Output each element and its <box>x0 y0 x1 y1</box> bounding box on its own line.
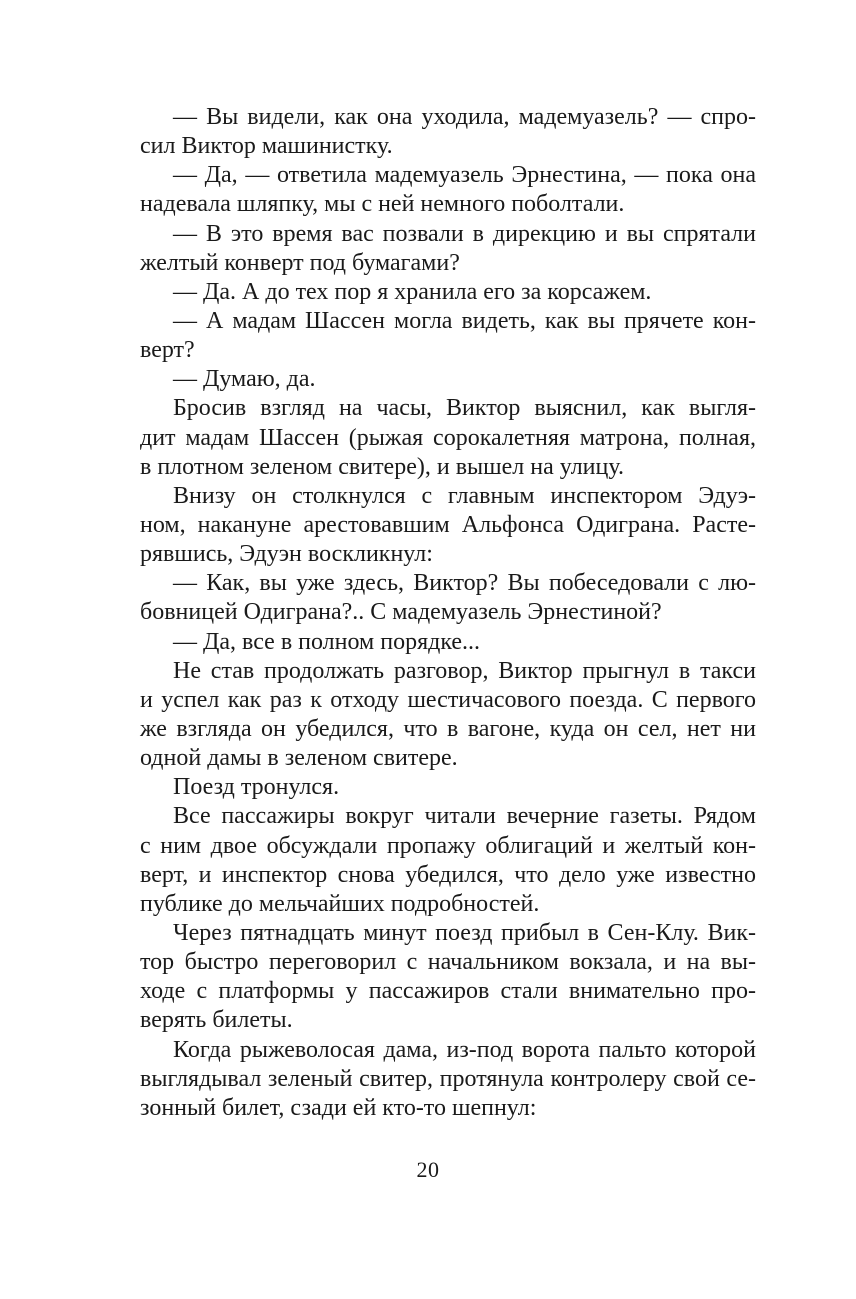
text-line: ходе с платформы у пассажиров стали внимательно про- <box>140 978 756 1005</box>
text-line: Внизу он столкнулся с главным инспектором Эдуэ- <box>173 482 756 509</box>
text-line: ном, накануне арестовавшим Альфонса Одиграна. Расте- <box>140 511 756 538</box>
text-line: Через пятнадцать минут поезд прибыл в Сен-Клу. Вик- <box>173 919 756 946</box>
page-number: 20 <box>416 1157 440 1182</box>
text-line: сил Виктор машинистку. <box>140 133 393 160</box>
text-line: публике до мельчайших подробностей. <box>140 890 540 917</box>
text-line: верт, и инспектор снова убедился, что дело уже известно <box>140 861 756 888</box>
text-line: бовницей Одиграна?.. С мадемуазель Эрнестиной? <box>140 599 662 626</box>
text-line: — Да, все в полном порядке... <box>173 628 481 655</box>
text-line: же взгляда он убедился, что в вагоне, куда он сел, нет ни <box>140 715 756 742</box>
text-line: верять билеты. <box>140 1007 293 1034</box>
text-line: выглядывал зеленый свитер, протянула контролеру свой се- <box>140 1065 756 1092</box>
text-line: — Думаю, да. <box>173 366 316 393</box>
body-text <box>140 103 756 1123</box>
text-line: рявшись, Эдуэн воскликнул: <box>140 541 433 568</box>
text-line: верт? <box>140 337 195 364</box>
text-line: и успел как раз к отходу шестичасового поезда. С первого <box>140 686 756 713</box>
text-line: — Как, вы уже здесь, Виктор? Вы побеседовали с лю- <box>173 570 756 597</box>
text-line: тор быстро переговорил с начальником вокзала, и на вы- <box>140 949 756 976</box>
text-line: надевала шляпку, мы с ней немного поболтали. <box>140 191 625 218</box>
text-line: — Да, — ответила мадемуазель Эрнестина, — пока она <box>173 162 756 189</box>
text-line: — А мадам Шассен могла видеть, как вы прячете кон- <box>173 307 756 334</box>
text-line: одной дамы в зеленом свитере. <box>140 745 458 772</box>
text-line: дит мадам Шассен (рыжая сорокалетняя матрона, полная, <box>140 424 756 451</box>
text-line: желтый конверт под бумагами? <box>140 249 460 276</box>
text-line: Бросив взгляд на часы, Виктор выяснил, как выгля- <box>173 395 756 422</box>
text-line: с ним двое обсуждали пропажу облигаций и желтый кон- <box>140 832 756 859</box>
text-line: — Вы видели, как она уходила, мадемуазель? — спро- <box>173 104 756 130</box>
text-line: — Да. А до тех пор я хранила его за корсажем. <box>173 278 652 305</box>
text-line: — В это время вас позвали в дирекцию и вы спрятали <box>173 220 756 247</box>
text-line: в плотном зеленом свитере), и вышел на улицу. <box>140 453 624 480</box>
text-line: зонный билет, сзади ей кто-то шепнул: <box>140 1094 537 1121</box>
text-line: Все пассажиры вокруг читали вечерние газеты. Рядом <box>173 803 756 830</box>
text-line: Поезд тронулся. <box>173 774 340 801</box>
text-line: Когда рыжеволосая дама, из-под ворота пальто которой <box>173 1036 756 1063</box>
text-line: Не став продолжать разговор, Виктор прыгнул в такси <box>173 657 756 684</box>
